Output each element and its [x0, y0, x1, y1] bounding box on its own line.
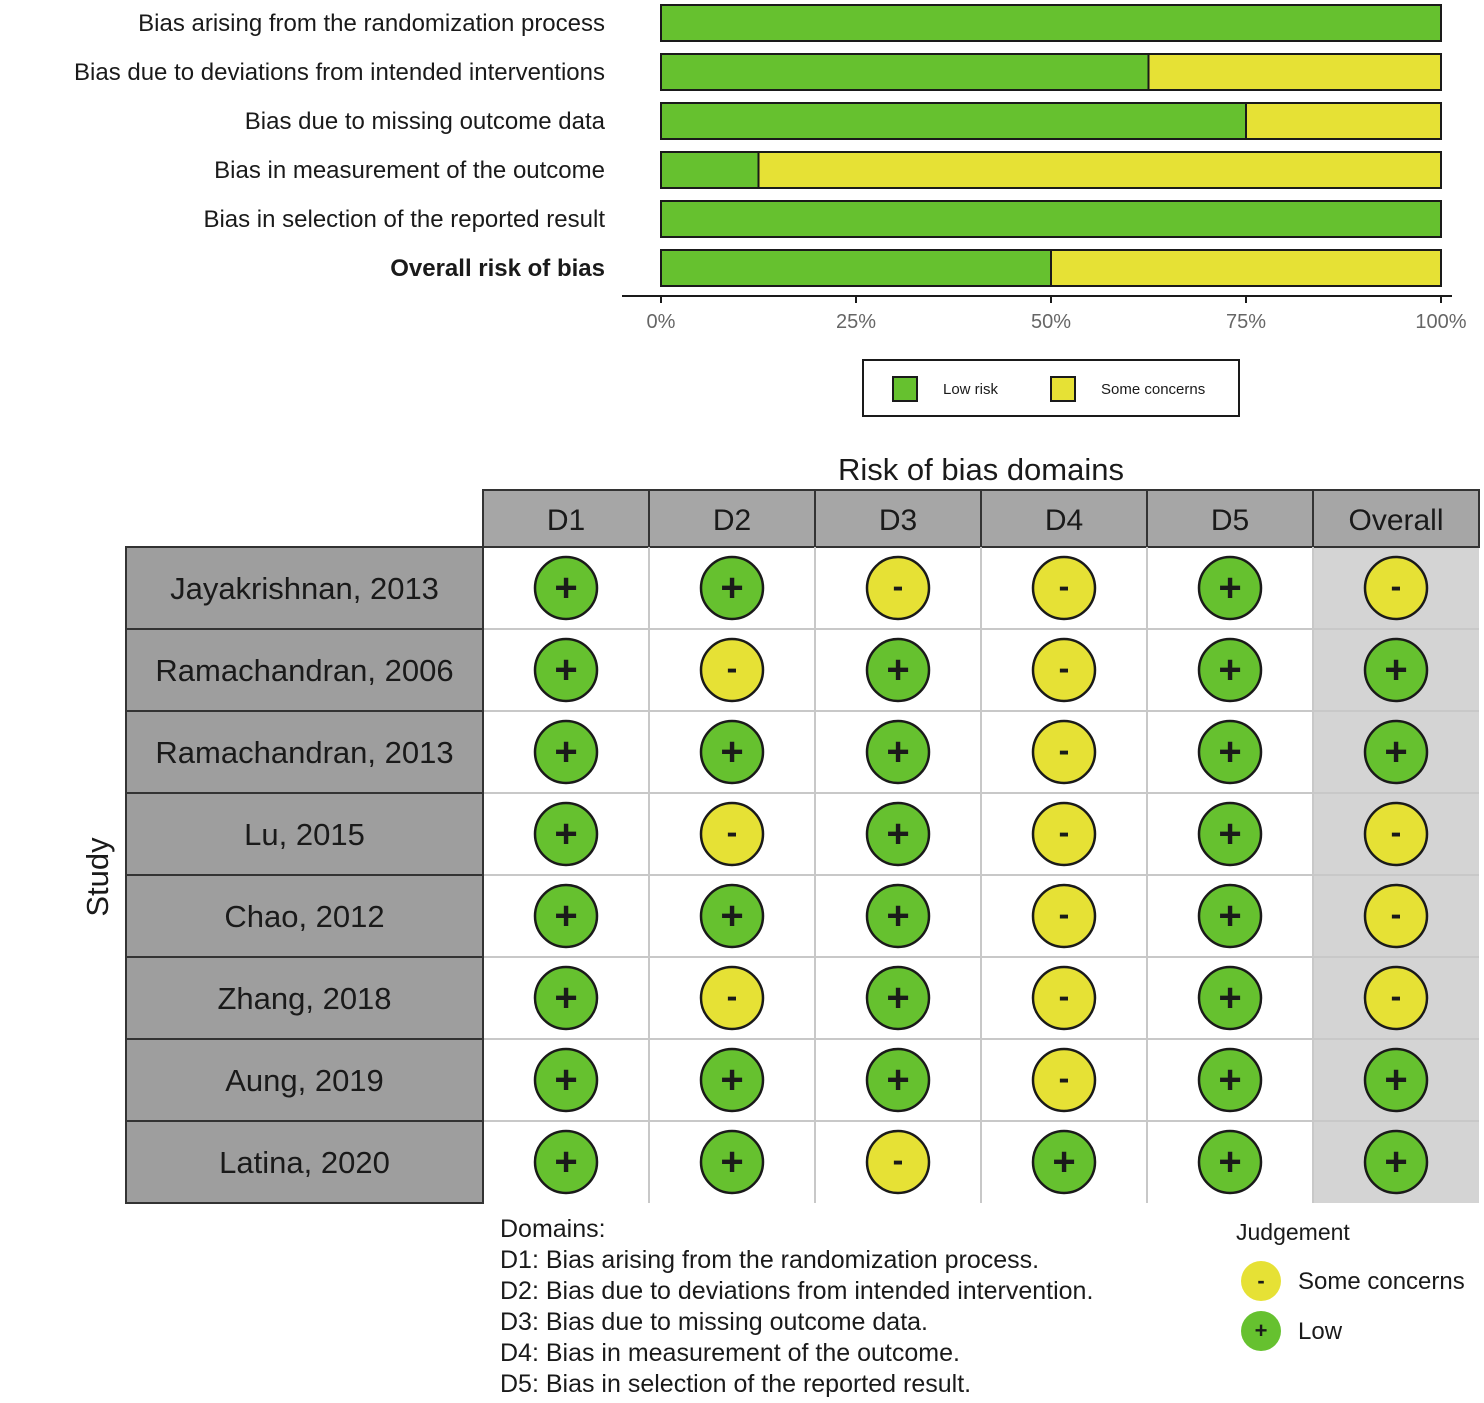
- legend-swatch: [1051, 377, 1075, 401]
- judgement-legend-label: Some concerns: [1298, 1268, 1465, 1295]
- summary-bar-chart: [74, 5, 1467, 333]
- study-label: Lu, 2015: [244, 817, 365, 852]
- domain-note: D3: Bias due to missing outcome data.: [500, 1308, 929, 1336]
- column-header-label: D4: [1044, 504, 1084, 537]
- column-header-label: D1: [546, 504, 586, 537]
- bar-category-label: Bias in selection of the reported result: [203, 206, 605, 233]
- judgement-symbol: +: [1218, 566, 1242, 610]
- judgement-symbol: -: [1058, 1060, 1070, 1096]
- bar-segment: [1246, 103, 1441, 139]
- judgement-symbol: -: [1058, 732, 1070, 768]
- summary-bar-legend: [863, 360, 1239, 416]
- judgement-symbol: +: [1218, 976, 1242, 1020]
- domain-note: D4: Bias in measurement of the outcome.: [500, 1339, 960, 1367]
- study-label: Jayakrishnan, 2013: [170, 571, 439, 606]
- judgement-symbol: +: [1384, 1058, 1408, 1102]
- judgement-symbol: +: [1218, 812, 1242, 856]
- x-tick-label: 100%: [1415, 311, 1467, 333]
- table-title: Risk of bias domains: [837, 452, 1125, 487]
- judgement-legend-symbol: -: [1257, 1268, 1265, 1293]
- judgement-symbol: +: [1218, 648, 1242, 692]
- bar-category-label: Bias arising from the randomization process: [138, 10, 605, 37]
- judgement-symbol: +: [886, 976, 910, 1020]
- judgement-symbol: +: [1218, 730, 1242, 774]
- judgement-symbol: -: [1058, 650, 1070, 686]
- judgement-symbol: +: [1384, 730, 1408, 774]
- bar-segment: [661, 54, 1149, 90]
- study-label: Ramachandran, 2013: [155, 735, 454, 770]
- column-header-label: D2: [712, 504, 752, 537]
- traffic-light-plot: [80, 452, 1479, 1203]
- judgement-symbol: -: [1058, 978, 1070, 1014]
- judgement-symbol: +: [720, 1058, 744, 1102]
- study-label: Ramachandran, 2006: [155, 653, 454, 688]
- y-axis-label: Study: [80, 837, 115, 917]
- study-label: Zhang, 2018: [217, 981, 392, 1016]
- bar-segment: [661, 5, 1441, 41]
- judgement-symbol: -: [892, 1142, 904, 1178]
- bar-category-label: Bias in measurement of the outcome: [214, 157, 605, 184]
- legend-label: Some concerns: [1101, 381, 1206, 398]
- judgement-symbol: +: [1384, 648, 1408, 692]
- bar-segment: [661, 201, 1441, 237]
- judgement-symbol: +: [1384, 1140, 1408, 1184]
- judgement-symbol: +: [554, 1058, 578, 1102]
- judgement-symbol: -: [726, 650, 738, 686]
- column-header-label: D3: [878, 504, 918, 537]
- x-tick-label: 50%: [1030, 311, 1072, 333]
- legend-label: Low risk: [943, 381, 999, 398]
- judgement-symbol: +: [886, 812, 910, 856]
- study-label: Latina, 2020: [219, 1145, 390, 1180]
- bar-segment: [661, 152, 759, 188]
- bar-segment: [661, 250, 1051, 286]
- judgement-symbol: +: [554, 1140, 578, 1184]
- judgement-symbol: -: [1390, 978, 1402, 1014]
- domain-note: D2: Bias due to deviations from intended intervention.: [500, 1277, 1094, 1305]
- judgement-legend-label: Low: [1298, 1318, 1343, 1345]
- judgement-symbol: +: [1218, 894, 1242, 938]
- x-tick-label: 75%: [1225, 311, 1267, 333]
- bar-category-label: Overall risk of bias: [390, 255, 605, 282]
- judgement-symbol: -: [726, 814, 738, 850]
- domain-notes: [500, 1215, 1093, 1398]
- judgement-symbol: +: [554, 976, 578, 1020]
- legend-swatch: [893, 377, 917, 401]
- judgement-symbol: +: [886, 1058, 910, 1102]
- column-header-label: Overall: [1348, 504, 1444, 537]
- judgement-symbol: +: [720, 894, 744, 938]
- judgement-symbol: +: [886, 730, 910, 774]
- judgement-legend-title: Judgement: [1236, 1219, 1350, 1245]
- x-tick-label: 0%: [646, 311, 676, 333]
- bar-segment: [1051, 250, 1441, 286]
- bar-segment: [759, 152, 1442, 188]
- judgement-symbol: +: [554, 648, 578, 692]
- x-tick-label: 25%: [835, 311, 877, 333]
- judgement-symbol: +: [720, 1140, 744, 1184]
- judgement-symbol: -: [892, 568, 904, 604]
- judgement-symbol: +: [720, 566, 744, 610]
- judgement-symbol: -: [1058, 896, 1070, 932]
- judgement-symbol: -: [1058, 568, 1070, 604]
- judgement-symbol: +: [554, 812, 578, 856]
- bar-segment: [661, 103, 1246, 139]
- judgement-symbol: -: [726, 978, 738, 1014]
- judgement-symbol: +: [886, 648, 910, 692]
- judgement-symbol: +: [554, 894, 578, 938]
- judgement-symbol: +: [720, 730, 744, 774]
- domain-note: D1: Bias arising from the randomization process.: [500, 1246, 1040, 1274]
- domain-note: D5: Bias in selection of the reported result.: [500, 1370, 972, 1398]
- judgement-symbol: +: [886, 894, 910, 938]
- bar-segment: [1149, 54, 1442, 90]
- domains-heading: Domains:: [500, 1215, 606, 1243]
- column-header-label: D5: [1210, 504, 1250, 537]
- judgement-symbol: -: [1390, 814, 1402, 850]
- bar-category-label: Bias due to deviations from intended interventions: [74, 59, 605, 86]
- judgement-symbol: +: [1052, 1140, 1076, 1184]
- bar-category-label: Bias due to missing outcome data: [244, 108, 605, 135]
- judgement-symbol: -: [1390, 896, 1402, 932]
- judgement-symbol: -: [1058, 814, 1070, 850]
- study-label: Chao, 2012: [224, 899, 385, 934]
- judgement-legend: [1236, 1219, 1465, 1351]
- judgement-symbol: +: [554, 730, 578, 774]
- judgement-symbol: -: [1390, 568, 1402, 604]
- judgement-symbol: +: [554, 566, 578, 610]
- judgement-legend-symbol: +: [1254, 1318, 1268, 1343]
- study-label: Aung, 2019: [225, 1063, 384, 1098]
- judgement-symbol: +: [1218, 1058, 1242, 1102]
- judgement-symbol: +: [1218, 1140, 1242, 1184]
